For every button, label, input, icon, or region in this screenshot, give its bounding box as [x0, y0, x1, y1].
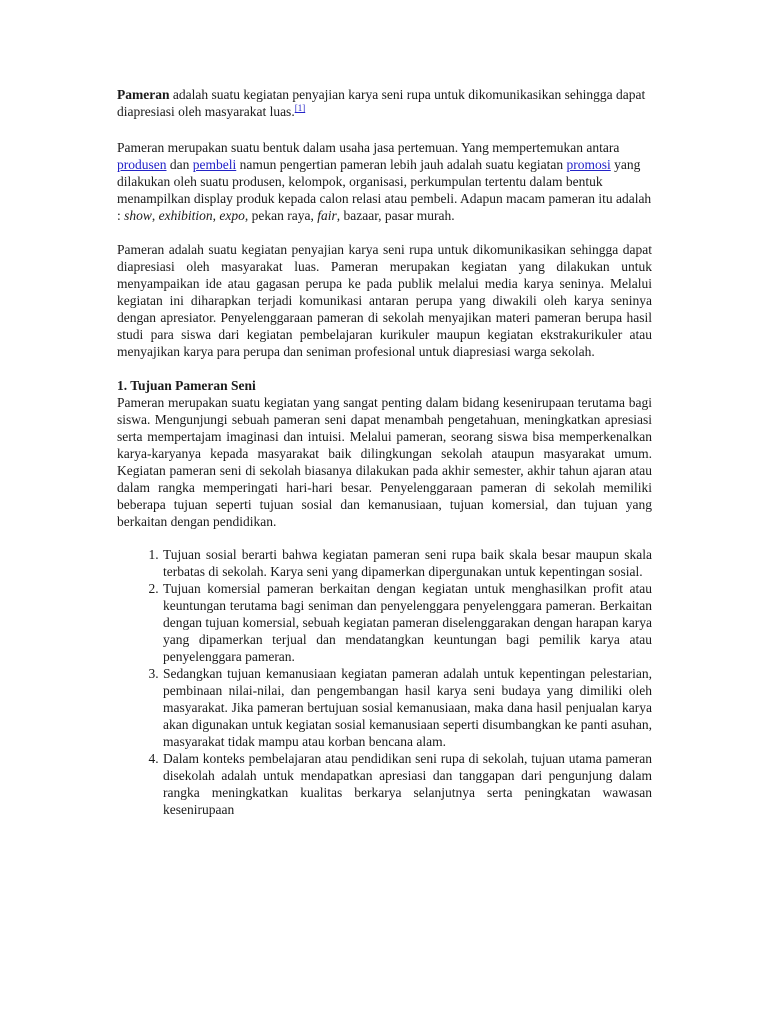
list-item: 3. Sedangkan tujuan kemanusiaan kegiatan pameran adalah untuk kepentingan pelestarian, pembinaan nilai-nilai, dan pengembangan hasil karya seni budaya yang dimiliki oleh masyarakat. Jika pameran bertujuan sosial kemanusiaan, maka dana hasil penjualan karya akan digunakan untuk kegiatan sosial kemanusiaan seperti disumbangkan ke panti asuhan, masyarakat tidak mampu atau korban bencana alam. [162, 665, 652, 750]
list-item: 1. Tujuan sosial berarti bahwa kegiatan pameran seni rupa baik skala besar maupun skala terbatas di sekolah. Karya seni yang dipamerkan dipergunakan untuk kepentingan sosial. [162, 546, 652, 580]
term-expo: expo [219, 208, 245, 223]
term-show: show [124, 208, 152, 223]
document-page [117, 86, 652, 818]
separator: , [151, 208, 159, 223]
separator: , [212, 208, 220, 223]
definition-text-3: namun pengertian pameran lebih jauh adalah suatu kegiatan [236, 157, 567, 172]
list-item: 4. Dalam konteks pembelajaran atau pendidikan seni rupa di sekolah, tujuan utama pameran disekolah adalah untuk mendapatkan apresiasi dan tanggapan dari pengunjung dalam rangka meningkatkan kualitas berkarya selanjutnya serta peningkatan wawasan kesenirupaan [162, 750, 652, 818]
promosi-link[interactable]: promosi [566, 157, 611, 172]
pembeli-link[interactable]: pembeli [192, 157, 237, 172]
definition-text-1: Pameran merupakan suatu bentuk dalam usaha jasa pertemuan. Yang mempertemukan antara [117, 140, 620, 155]
section-heading: 1. Tujuan Pameran Seni [117, 378, 256, 393]
section-body: Pameran merupakan suatu kegiatan yang sangat penting dalam bidang kesenirupaan terutama bagi siswa. Mengunjungi sebuah pameran seni dapat menambah pengetahuan, meningkatkan apresiasi serta mempertajam imaginasi dan intuisi. Melalui pameran, seorang siswa bisa memperkenalkan karya-karyanya kepada masyarakat baik dilingkungan sekolah ataupun masyarakat umum. Kegiatan pameran seni di sekolah biasanya dilakukan pada akhir semester, akhir tahun ajaran atau dalam rangka memperingati hari-hari besar. Penyelenggaraan pameran di sekolah memiliki beberapa tujuan seperti tujuan sosial dan kemanusiaan, tujuan komersial, dan tujuan yang berkaitan dengan pendidikan. [117, 395, 652, 529]
term-fair: fair [317, 208, 337, 223]
list-item: 2. Tujuan komersial pameran berkaitan dengan kegiatan untuk menghasilkan profit atau keuntungan terutama bagi seniman dan penyelenggara penyelenggara pameran. Berkaitan dengan tujuan komersial, sebuah kegiatan pameran diselenggarakan dengan harapan karya yang dipamerkan terjual dan mendatangkan keuntungan bagi pemilik karya atau penyelenggara pameran. [162, 580, 652, 665]
goals-list [117, 546, 652, 818]
intro-text: adalah suatu kegiatan penyajian karya seni rupa untuk dikomunikasikan sehingga dapat diapresiasi oleh masyarakat luas. [117, 87, 646, 119]
intro-term: Pameran [117, 87, 170, 102]
definition-paragraph [117, 139, 652, 224]
definition-text-2: dan [166, 157, 193, 172]
definition-text-4: yang dilakukan oleh suatu produsen, kelompok, organisasi, perkumpulan tertentu dalam bentuk menampilkan display produk kepada calon relasi atau pembeli. Adapun macam pameran itu adalah : [117, 157, 652, 223]
produsen-link[interactable]: produsen [117, 157, 167, 172]
exhibition-paragraph: Pameran adalah suatu kegiatan penyajian karya seni rupa untuk dikomunikasikan sehingga dapat diapresiasi oleh masyarakat luas. Pameran merupakan kegiatan yang dilakukan untuk menyampaikan ide atau gagasan perupa ke pada publik melalui media karya seninya. Melalui kegiatan ini diharapkan terjadi komunikasi antaran perupa yang diwakili oleh karya seninya dengan apresiator. Penyelenggaraan pameran di sekolah menyajikan materi pameran berupa hasil studi para siswa dari kegiatan pembelajaran kurikuler maupun kegiatan ekstrakurikuler atau menyajikan karya para perupa dan seniman profesional untuk diapresiasi warga sekolah. [117, 242, 652, 359]
intro-paragraph [117, 86, 652, 120]
reference-link[interactable]: [1] [294, 103, 306, 113]
definition-text-6: , bazaar, pasar murah. [336, 208, 455, 223]
definition-text-5: , pekan raya, [244, 208, 318, 223]
term-exhibition: exhibition [158, 208, 213, 223]
